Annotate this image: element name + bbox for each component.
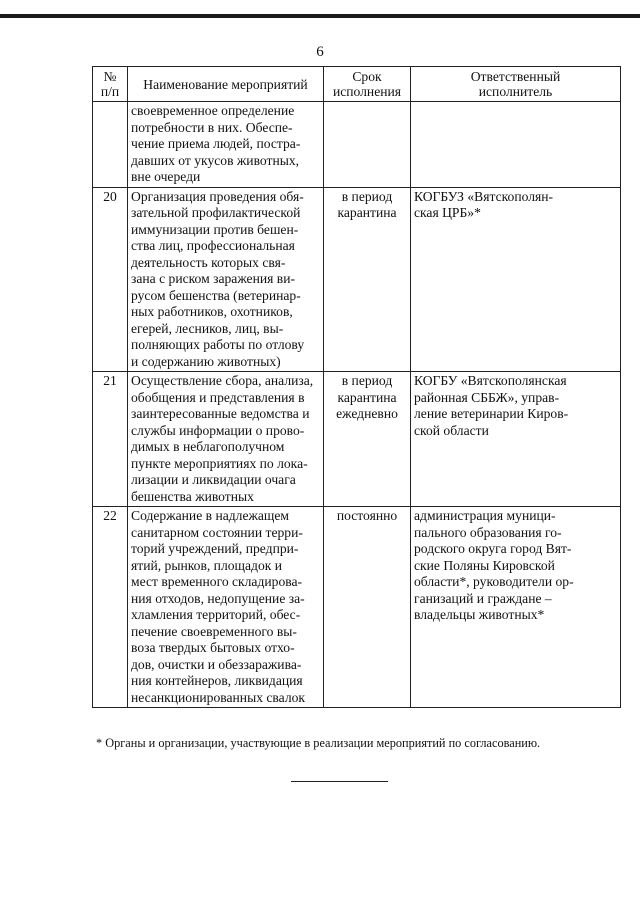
header-num: № п/п [93, 67, 128, 102]
measures-table [92, 66, 621, 708]
cell-responsible: КОГБУЗ «Вятскополян- ская ЦРБ»* [411, 187, 621, 372]
cell-period: в период карантина ежедневно [324, 372, 411, 507]
table-row [93, 102, 621, 188]
header-responsible: Ответственный исполнитель [411, 67, 621, 102]
cell-num: 21 [93, 372, 128, 507]
cell-period [324, 102, 411, 188]
table-row [93, 187, 621, 372]
cell-responsible [411, 102, 621, 188]
scan-top-edge [0, 0, 640, 18]
cell-name: Осуществление сбора, анализа, обобщения и представления в заинтересованные ведомства и службы информации о прово- димых в неблагополучном пункте мероприятиях по лока- лизации и ликвидации очага бешенства животных [128, 372, 324, 507]
header-name: Наименование мероприятий [128, 67, 324, 102]
cell-period: постоянно [324, 507, 411, 708]
cell-name: своевременное определение потребности в них. Обеспе- чение приема людей, постра- давших от укусов животных, вне очереди [128, 102, 324, 188]
page-number: 6 [316, 44, 324, 60]
cell-responsible: администрация муници- пального образования го- родского округа город Вят- ские Поляны Кировской области*, руководители ор- ганизаций и граждане – владельцы животных* [411, 507, 621, 708]
cell-num: 22 [93, 507, 128, 708]
cell-name: Организация проведения обя- зательной профилактической иммунизации против бешен- ства лиц, профессиональная деятельность которых свя- зана с риском заражения ви- русом бешенства (ветеринар- ных работников, охотников, егерей, лесников, лиц, вы- полняющих работы по отлову и содержанию животных) [128, 187, 324, 372]
header-period: Срок исполнения [324, 67, 411, 102]
table-row [93, 372, 621, 507]
cell-num [93, 102, 128, 188]
cell-num: 20 [93, 187, 128, 372]
cell-period: в период карантина [324, 187, 411, 372]
table-row [93, 507, 621, 708]
end-rule [291, 781, 388, 782]
cell-responsible: КОГБУ «Вятскополянская районная СББЖ», управ- ление ветеринарии Киров- ской области [411, 372, 621, 507]
table-header-row [93, 67, 621, 102]
cell-name: Содержание в надлежащем санитарном состоянии терри- торий учреждений, предпри- ятий, рынков, площадок и мест временного складирова- ния отходов, недопущение за- хламления территорий, обес- печение своевременного вы- воза твердых бытовых отхо- дов, очистки и обеззаражива- ния контейнеров, ликвидация несанкционированных свалок [128, 507, 324, 708]
footnote: * Органы и организации, участвующие в реализации мероприятий по согласованию. [96, 736, 541, 750]
